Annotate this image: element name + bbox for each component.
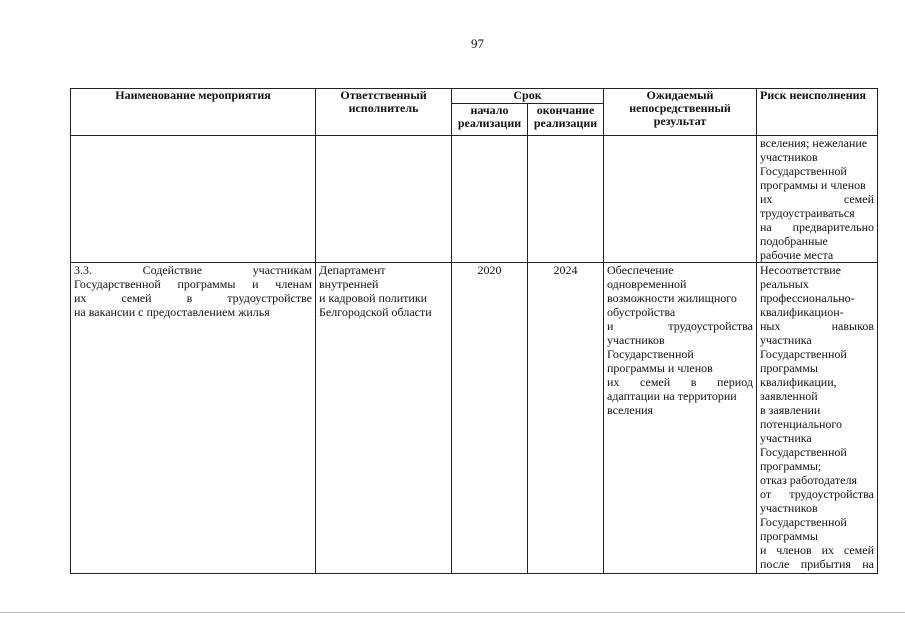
cell-start-year: 2020 (452, 263, 528, 574)
result-line: и трудоустройства (607, 319, 753, 333)
risk-line: Государственной (760, 515, 847, 529)
cell-result (604, 263, 757, 574)
name-line: их семей в трудоустройстве (74, 291, 312, 305)
risk-line: квалификации, (760, 375, 837, 389)
name-line: 3.3. Содействие участникам (74, 263, 312, 277)
risk-line: от трудоустройства (760, 487, 874, 501)
cell-risk (757, 263, 878, 574)
result-line: одновременной (607, 277, 687, 291)
risk-line: программы и членов (760, 178, 866, 192)
name-line: Государственной программы и членам (74, 277, 312, 291)
risk-line: и членов их семей (760, 543, 874, 557)
result-line: участников (607, 333, 665, 347)
risk-line: рабочие места (760, 248, 834, 262)
table-row-continuation (71, 136, 878, 263)
cell-risk-continuation (757, 136, 878, 263)
risk-line: Государственной (760, 164, 847, 178)
risk-line: Несоответствие (760, 263, 841, 277)
risk-line: реальных (760, 277, 809, 291)
table-row-3-3 (71, 263, 878, 574)
risk-line: вселения; нежелание (760, 136, 868, 150)
risk-line: Государственной (760, 445, 847, 459)
cell-end-year: 2024 (528, 263, 604, 574)
result-line: обустройства (607, 305, 676, 319)
risk-line: в заявлении (760, 403, 821, 417)
header-executor: Ответственный исполнитель (316, 89, 452, 136)
header-start: начало реализации (452, 104, 528, 136)
risk-line: потенциального (760, 417, 843, 431)
cell-empty (71, 136, 316, 263)
executor-line: Департамент (319, 263, 386, 277)
executor-line: и кадровой политики (319, 291, 428, 305)
risk-line: заявленной (760, 389, 818, 403)
header-risk: Риск неисполнения (757, 89, 878, 136)
risk-line: участника (760, 333, 812, 347)
risk-line: после прибытия на (760, 557, 874, 571)
cell-empty (528, 136, 604, 263)
result-line: возможности жилищного (607, 291, 737, 305)
activities-table (70, 88, 878, 574)
risk-line: их семей (760, 192, 874, 206)
name-line: на вакансии с предоставлением жилья (74, 305, 270, 319)
cell-empty (452, 136, 528, 263)
risk-line: участников (760, 150, 818, 164)
result-line: адаптации на территории (607, 389, 737, 403)
cell-empty (604, 136, 757, 263)
cell-activity-name (71, 263, 316, 574)
risk-line: программы; (760, 459, 822, 473)
cell-empty (316, 136, 452, 263)
result-line: программы и членов (607, 361, 713, 375)
risk-line: профессионально- (760, 291, 855, 305)
risk-line: программы (760, 361, 818, 375)
risk-line: квалификацион- (760, 305, 844, 319)
risk-line: подобранные (760, 234, 828, 248)
header-term: Срок (452, 89, 604, 104)
executor-line: внутренней (319, 277, 379, 291)
cell-executor (316, 263, 452, 574)
risk-line: Государственной (760, 347, 847, 361)
risk-line: на предварительно (760, 220, 874, 234)
header-result: Ожидаемый непосредственный результат (604, 89, 757, 136)
risk-line: ных навыков (760, 319, 874, 333)
result-line: вселения (607, 403, 654, 417)
header-end: окончание реализации (528, 104, 604, 136)
risk-line: отказ работодателя (760, 473, 858, 487)
risk-line: участников (760, 501, 818, 515)
header-name: Наименование мероприятия (71, 89, 316, 136)
scan-edge-line (0, 612, 905, 613)
risk-line: участника (760, 431, 812, 445)
risk-line: трудоустраиваться (760, 206, 855, 220)
result-line: Обеспечение (607, 263, 674, 277)
risk-line: программы (760, 529, 818, 543)
page-number: 97 (471, 36, 484, 51)
executor-line: Белгородской области (319, 305, 432, 319)
result-line: Государственной (607, 347, 694, 361)
result-line: их семей в период (607, 375, 753, 389)
